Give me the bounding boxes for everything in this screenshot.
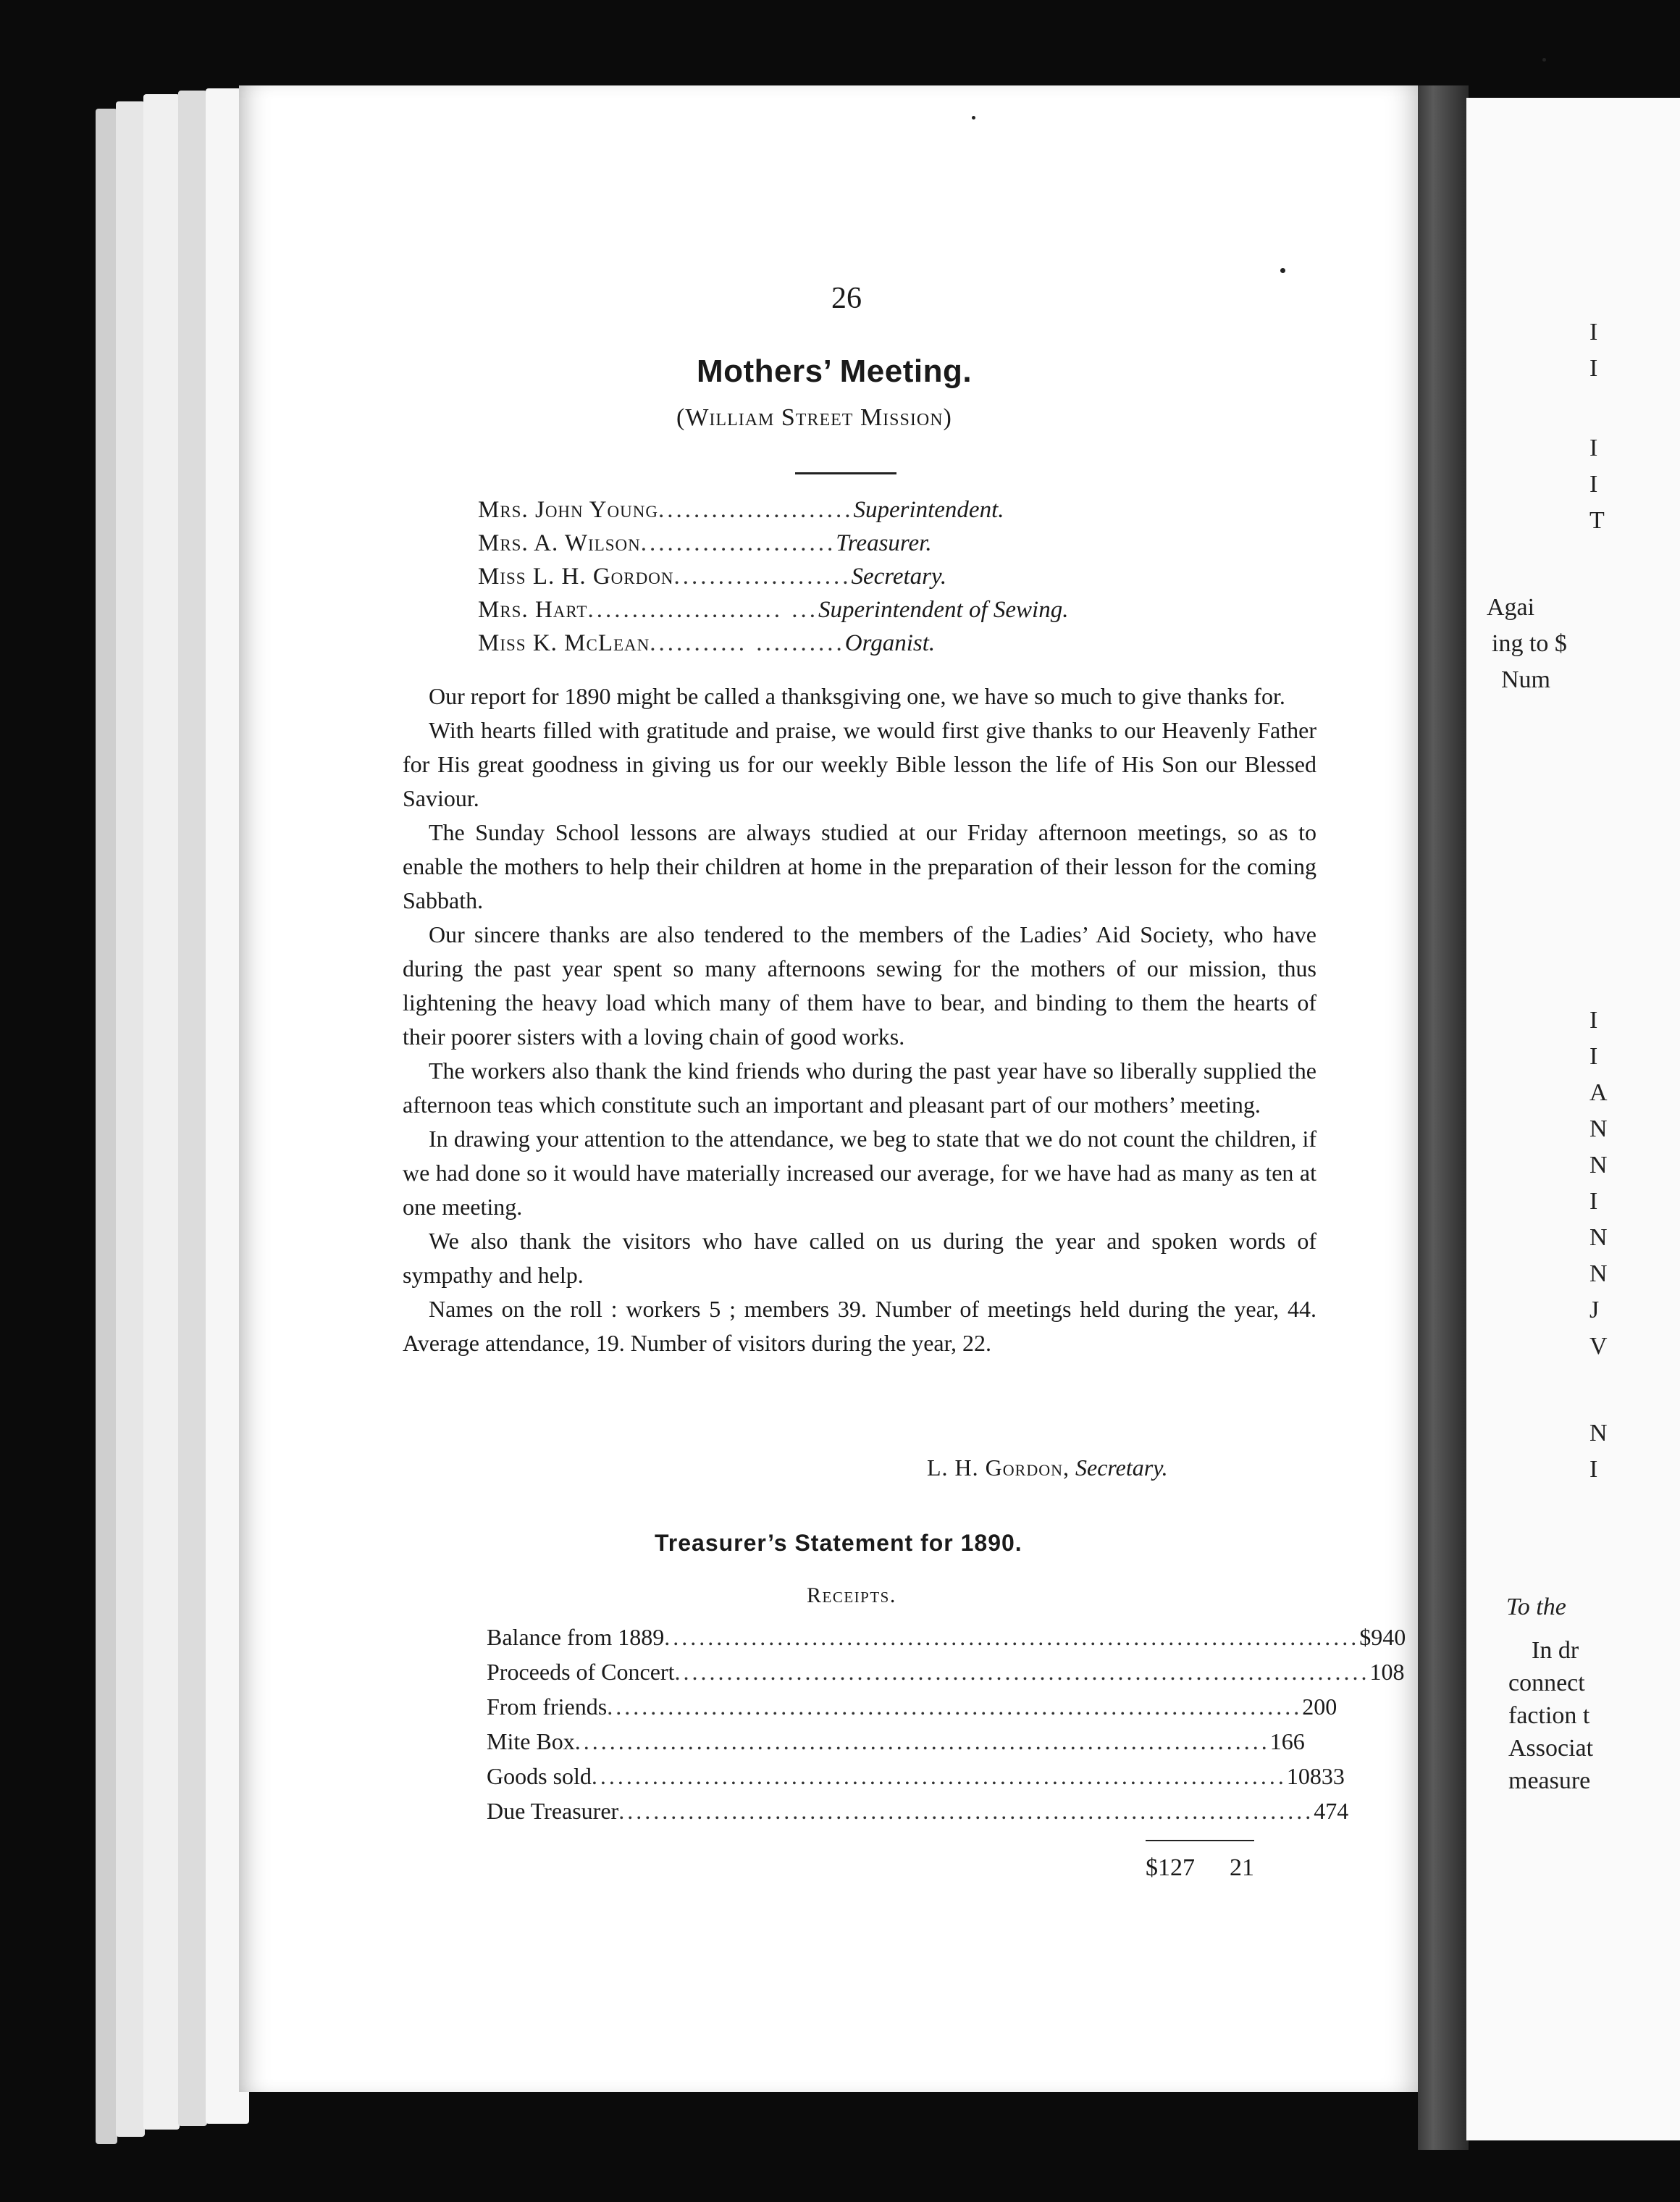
receipt-row	[487, 1798, 1349, 1833]
page-number: 26	[831, 282, 862, 315]
receipt-label: Goods sold	[487, 1763, 592, 1789]
receipt-label: Balance from 1889	[487, 1624, 665, 1650]
facing-page-text-fragment: N	[1589, 1115, 1608, 1142]
officer-row	[478, 597, 1347, 630]
receipts-heading: Receipts.	[807, 1583, 896, 1607]
facing-page-text-fragment: ing to $	[1492, 630, 1567, 657]
officer-name: Miss K. McLean	[478, 630, 650, 656]
report-paragraph: In drawing your attention to the attendance, we beg to state that we do not count the children, if we had done so it would have materially increased our average, for we have had as many as ten at one meeting.	[403, 1126, 1316, 1220]
receipt-row	[487, 1659, 1405, 1694]
officer-name: Mrs. John Young	[478, 497, 658, 523]
receipt-dot-leader: ................................................................................	[591, 1763, 1287, 1789]
receipt-cents: 08	[1381, 1659, 1405, 1685]
receipt-dot-leader: ................................................................................	[607, 1694, 1303, 1720]
report-paragraph: With hearts filled with gratitude and praise, we would first give thanks to our Heavenly Father for His great goodness in giving us for our weekly Bible lesson the life of His Son our Blessed Saviour.	[403, 717, 1316, 811]
facing-page-text-fragment: I	[1589, 1188, 1598, 1215]
receipt-cents: 66	[1281, 1728, 1305, 1754]
officers-list	[478, 497, 1347, 663]
receipt-label: Proceeds of Concert	[487, 1659, 675, 1685]
officer-dot-leader: ......................	[658, 497, 854, 523]
page-edge	[178, 91, 207, 2126]
officer-role: Superintendent.	[853, 497, 1004, 523]
receipt-cents: 40	[1382, 1624, 1406, 1650]
page-title: Mothers’ Meeting.	[697, 353, 973, 389]
book-gutter	[1418, 85, 1469, 2150]
officer-dot-leader: ........... ..........	[650, 630, 845, 656]
receipt-dollars: 108	[1286, 1763, 1322, 1789]
signature	[927, 1454, 1168, 1481]
receipt-dot-leader: ................................................................................	[574, 1728, 1270, 1754]
officer-name: Mrs. A. Wilson	[478, 530, 641, 556]
receipt-dollars: 4	[1314, 1798, 1326, 1824]
facing-page-text-fragment: I	[1589, 319, 1598, 346]
facing-page-text-fragment: I	[1589, 1043, 1598, 1070]
report-paragraph: Our sincere thanks are also tendered to the members of the Ladies’ Aid Society, who have during the past year spent so many afternoons sewing for the mothers of our mission, thus lightening the heavy load which many of them have to bear, and binding to them the hearts of their poorer sisters with a loving chain of good works.	[403, 921, 1316, 1050]
receipt-row	[487, 1694, 1337, 1728]
facing-page-text-fragment: N	[1589, 1224, 1608, 1251]
facing-page-text-fragment: I	[1589, 1456, 1598, 1483]
officer-dot-leader: ....................	[673, 564, 852, 590]
facing-page-text-fragment: A	[1589, 1079, 1608, 1106]
receipt-dollars: 2	[1302, 1694, 1314, 1720]
receipt-dollars: 9	[1371, 1624, 1383, 1650]
receipt-label: Mite Box	[487, 1728, 575, 1754]
receipt-dollars: 1	[1369, 1659, 1382, 1685]
report-paragraph: We also thank the visitors who have called on us during the year and spoken words of sympathy and help.	[403, 1228, 1316, 1288]
facing-page-text-fragment: Associat	[1508, 1735, 1594, 1762]
receipt-row	[487, 1763, 1345, 1798]
receipt-row	[487, 1728, 1305, 1763]
receipt-currency: $	[1359, 1624, 1372, 1650]
report-body	[403, 679, 1316, 1360]
officer-role: Superintendent of Sewing.	[818, 597, 1069, 623]
report-paragraph: Our report for 1890 might be called a thanksgiving one, we have so much to give thanks for.	[429, 683, 1285, 709]
officer-name: Mrs. Hart	[478, 597, 588, 623]
facing-page-text-fragment: Num	[1501, 666, 1550, 693]
receipt-dot-leader: ................................................................................	[618, 1798, 1314, 1824]
facing-page-text-fragment: T	[1589, 507, 1605, 534]
page-edge	[96, 109, 117, 2144]
total-rule	[1146, 1840, 1254, 1841]
facing-page	[1466, 98, 1680, 2140]
paper-speck	[1542, 58, 1546, 62]
officer-row	[478, 497, 1347, 530]
facing-page-text-fragment: faction t	[1508, 1702, 1590, 1729]
facing-page-text-fragment: To the	[1506, 1594, 1566, 1620]
page-edge	[116, 101, 145, 2137]
facing-page-text-fragment: V	[1589, 1333, 1608, 1360]
report-paragraph: The workers also thank the kind friends who during the past year have so liberally supplied the afternoon teas which constitute such an important and pleasant part of our mothers’ meeting.	[403, 1058, 1316, 1118]
signature-name: L. H. Gordon,	[927, 1454, 1070, 1481]
page-subtitle: (William Street Mission)	[676, 404, 952, 431]
facing-page-text-fragment: I	[1589, 471, 1598, 498]
officer-name: Miss L. H. Gordon	[478, 564, 674, 590]
receipt-dot-leader: ................................................................................	[674, 1659, 1370, 1685]
paper-speck	[972, 116, 975, 120]
receipt-dot-leader: ................................................................................	[664, 1624, 1360, 1650]
treasurer-statement-title: Treasurer’s Statement for 1890.	[655, 1530, 1022, 1556]
receipts-table	[487, 1624, 1406, 1833]
receipts-total	[1146, 1854, 1254, 1882]
report-paragraph: Names on the roll : workers 5 ; members 39. Number of meetings held during the year, 44. Average attendance, 19. Number of visitors during the year, 22.	[403, 1296, 1316, 1356]
receipt-row	[487, 1624, 1406, 1659]
facing-page-text-fragment: N	[1589, 1152, 1608, 1179]
officer-role: Organist.	[844, 630, 936, 656]
receipt-cents: 00	[1314, 1694, 1337, 1720]
officer-role: Treasurer.	[836, 530, 932, 556]
signature-title: Secretary.	[1075, 1454, 1168, 1481]
receipt-label: Due Treasurer	[487, 1798, 619, 1824]
facing-page-text-fragment: I	[1589, 1007, 1598, 1034]
facing-page-text-fragment: In dr	[1532, 1637, 1579, 1664]
receipt-label: From friends	[487, 1694, 608, 1720]
officer-role: Secretary.	[851, 564, 947, 590]
receipt-dollars: 1	[1269, 1728, 1282, 1754]
facing-page-text-fragment: I	[1589, 435, 1598, 461]
officer-dot-leader: ......................	[640, 530, 836, 556]
report-paragraph: The Sunday School lessons are always studied at our Friday afternoon meetings, so as to enable the mothers to help their children at home in the preparation of their lesson for the coming Sabbath.	[403, 819, 1316, 913]
facing-page-text-fragment: Agai	[1487, 594, 1535, 621]
receipt-cents: 33	[1321, 1763, 1345, 1789]
facing-page-text-fragment: connect	[1508, 1670, 1585, 1696]
facing-page-text-fragment: J	[1589, 1297, 1600, 1323]
facing-page-text-fragment: measure	[1508, 1767, 1591, 1794]
receipt-cents: 74	[1325, 1798, 1349, 1824]
total-dollars: $127	[1146, 1854, 1195, 1881]
officer-row	[478, 564, 1347, 597]
officer-row	[478, 530, 1347, 564]
paper-speck	[1280, 268, 1285, 273]
officer-dot-leader: ...................... ...	[587, 597, 818, 623]
facing-page-text-fragment: N	[1589, 1420, 1608, 1447]
officer-row	[478, 630, 1347, 663]
page-edge	[143, 94, 180, 2130]
title-divider	[795, 472, 896, 474]
facing-page-text-fragment: N	[1589, 1260, 1608, 1287]
facing-page-text-fragment: I	[1589, 355, 1598, 382]
total-cents: 21	[1230, 1854, 1254, 1881]
